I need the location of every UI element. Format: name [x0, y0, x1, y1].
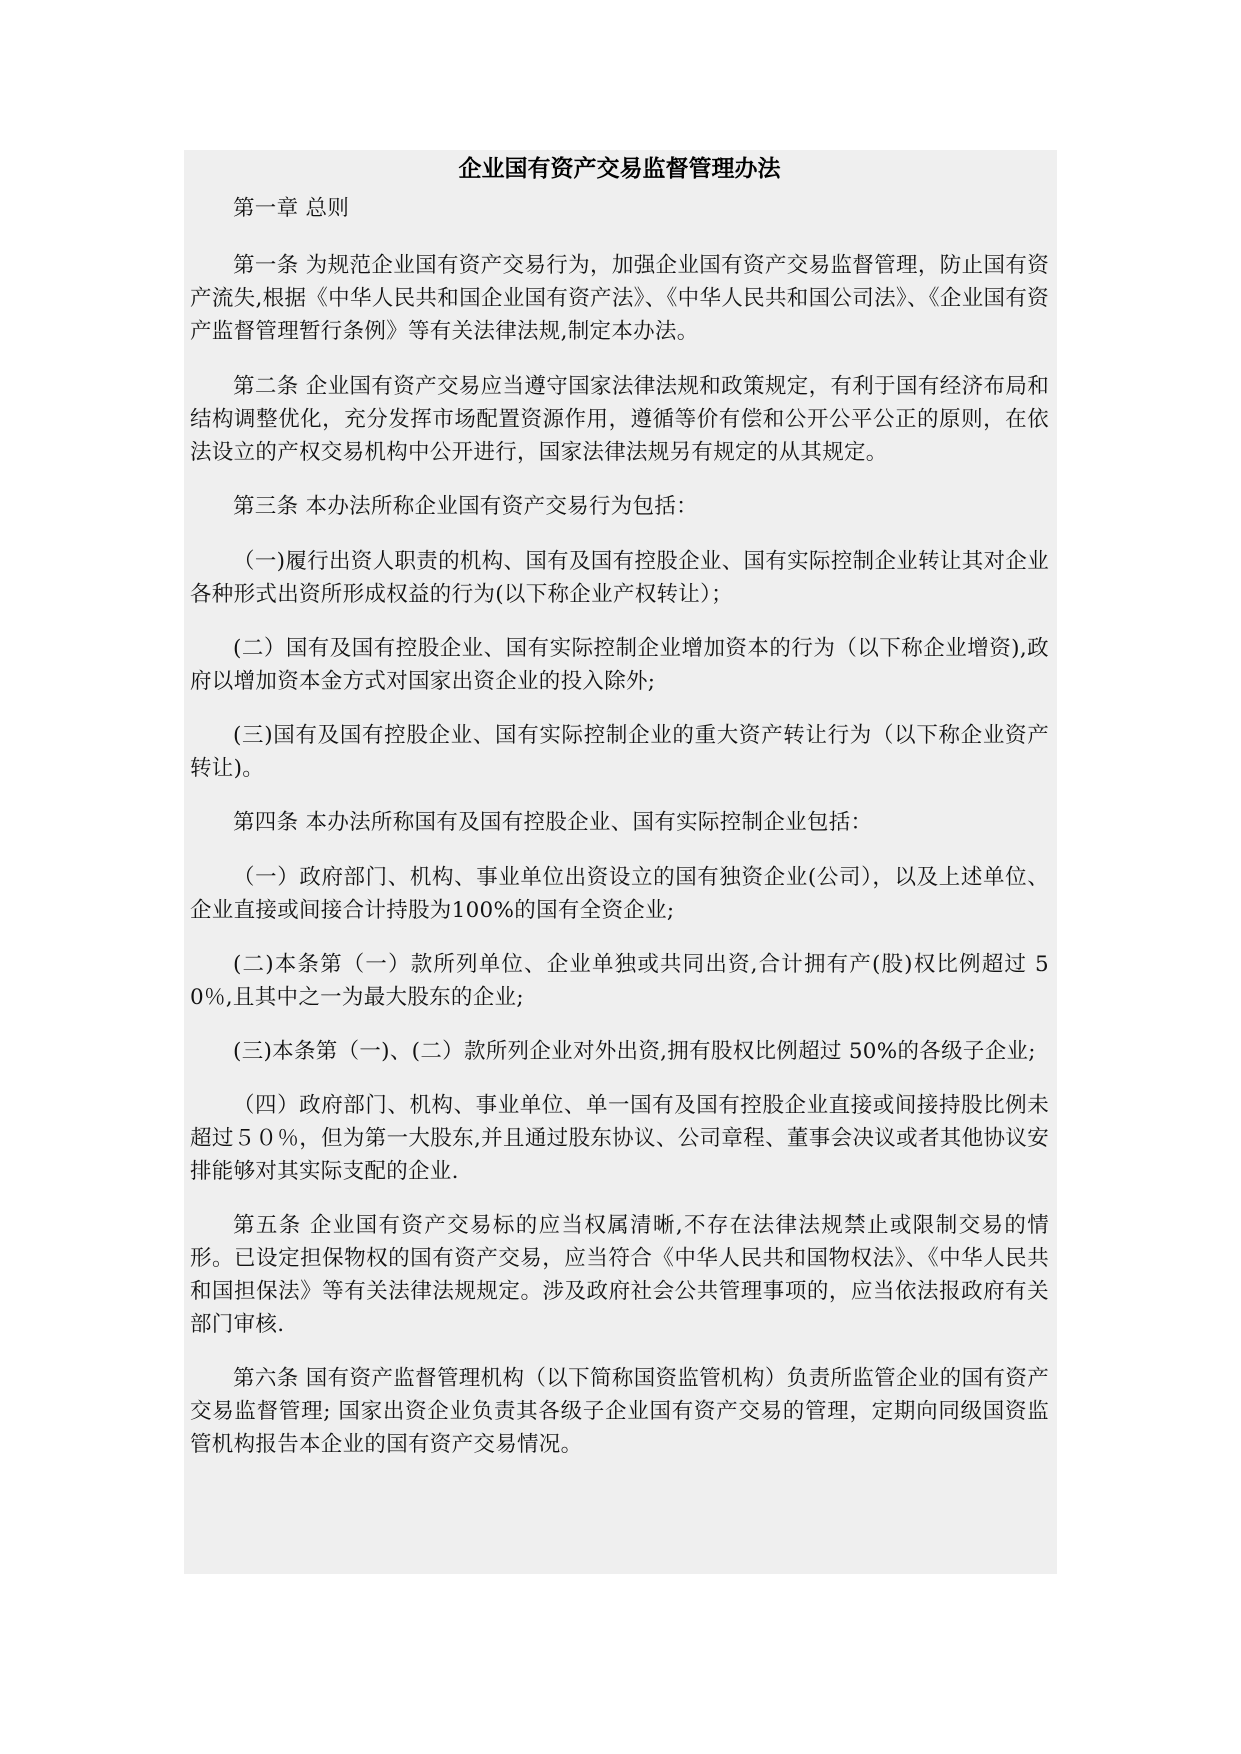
- article-5-paragraph: 第五条 企业国有资产交易标的应当权属清晰,不存在法律法规禁止或限制交易的情形。已设定担保物权的国有资产交易，应当符合《中华人民共和国物权法》、《中华人民共和国担保法》等有关法律法规规定。涉及政府社会公共管理事项的，应当依法报政府有关部门审核.: [190, 1213, 1049, 1337]
- article-4-item-1: （一）政府部门、机构、事业单位出资设立的国有独资企业(公司），以及上述单位、企业直接或间接合计持股为100%的国有全资企业;: [190, 865, 1049, 923]
- article-1-paragraph: 第一条 为规范企业国有资产交易行为，加强企业国有资产交易监督管理，防止国有资产流失,根据《中华人民共和国企业国有资产法》、《中华人民共和国公司法》、《企业国有资产监督管理暂行条例》等有关法律法规,制定本办法。: [190, 253, 1049, 344]
- document-panel: [184, 150, 1057, 1574]
- article-3-item-2: (二）国有及国有控股企业、国有实际控制企业增加资本的行为（以下称企业增资),政府以增加资本金方式对国家出资企业的投入除外;: [190, 636, 1049, 694]
- article-4-paragraph: 第四条 本办法所称国有及国有控股企业、国有实际控制企业包括：: [233, 810, 873, 835]
- article-3-item-3: (三)国有及国有控股企业、国有实际控制企业的重大资产转让行为（以下称企业资产转让)。: [190, 723, 1049, 781]
- article-6-paragraph: 第六条 国有资产监督管理机构（以下简称国资监管机构）负责所监管企业的国有资产交易监督管理; 国家出资企业负责其各级子企业国有资产交易的管理，定期向同级国资监管机构报告本企业的国有资产交易情况。: [190, 1366, 1049, 1457]
- article-4-item-4: （四）政府部门、机构、事业单位、单一国有及国有控股企业直接或间接持股比例未超过５０％，但为第一大股东,并且通过股东协议、公司章程、董事会决议或者其他协议安排能够对其实际支配的企业.: [190, 1093, 1049, 1184]
- article-3-paragraph: 第三条 本办法所称企业国有资产交易行为包括：: [233, 494, 698, 519]
- document-title: 企业国有资产交易监督管理办法: [458, 155, 781, 182]
- article-4-item-3: (三)本条第（一)、(二）款所列企业对外出资,拥有股权比例超过 50%的各级子企业;: [233, 1039, 1036, 1064]
- chapter-heading: 第一章 总则: [233, 196, 350, 221]
- article-2-paragraph: 第二条 企业国有资产交易应当遵守国家法律法规和政策规定，有利于国有经济布局和结构调整优化，充分发挥市场配置资源作用，遵循等价有偿和公开公平公正的原则，在依法设立的产权交易机构中公开进行，国家法律法规另有规定的从其规定。: [190, 374, 1049, 465]
- article-3-item-1: （一)履行出资人职责的机构、国有及国有控股企业、国有实际控制企业转让其对企业各种形式出资所形成权益的行为(以下称企业产权转让）；: [190, 549, 1049, 607]
- article-4-item-2: (二)本条第（一）款所列单位、企业单独或共同出资,合计拥有产(股)权比例超过 50％,且其中之一为最大股东的企业;: [190, 952, 1049, 1010]
